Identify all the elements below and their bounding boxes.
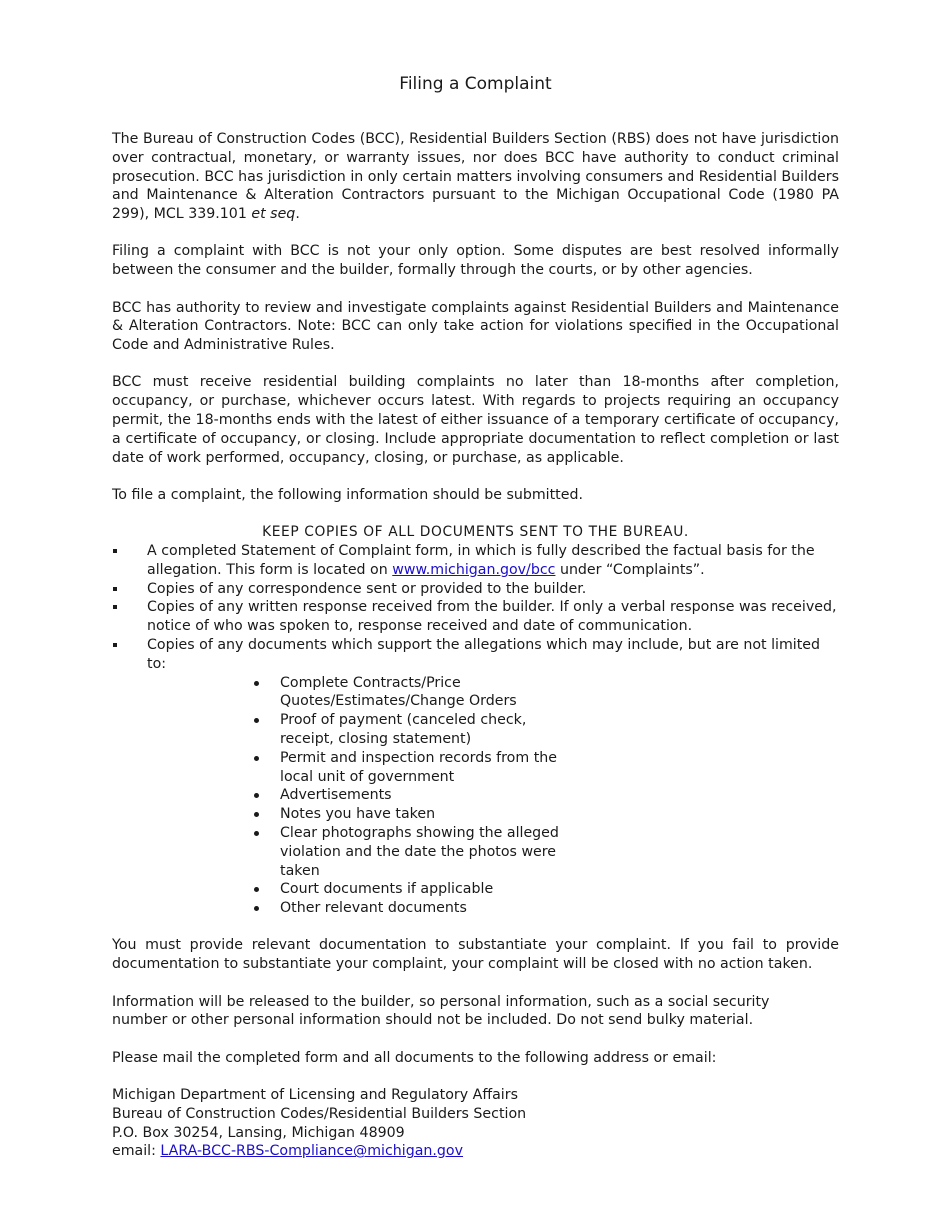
list-item: Notes you have taken (112, 805, 570, 824)
document-page (112, 72, 839, 1161)
list-item: Proof of payment (canceled check, receipt, closing statement) (112, 711, 570, 749)
jurisdiction-end: . (295, 206, 300, 223)
list-item: Other relevant documents (112, 899, 570, 918)
compliance-email-link[interactable]: LARA-BCC-RBS-Compliance@michigan.gov (160, 1143, 464, 1160)
jurisdiction-paragraph (112, 130, 839, 224)
bcc-website-link[interactable]: www.michigan.gov/bcc (392, 561, 556, 578)
requirements-list (112, 542, 839, 674)
mailing-instructions: Please mail the completed form and all documents to the following address or email: (112, 1049, 717, 1066)
deadline-paragraph: BCC must receive residential building complaints no later than 18-months after completion, occupancy, or purchase, whichever occurs latest. With regards to projects requiring an occupancy permit, the 18-months ends with the latest of either issuance of a temporary certificate of occupancy, a certificate of occupancy, or closing. Include appropriate documentation to reflect completion or last date of work performed, occupancy, closing, or purchase, as applicable. (112, 374, 839, 466)
document-types-list (112, 674, 839, 918)
requirement-form-suffix: under “Complaints”. (555, 561, 705, 578)
requirement-form-text: A completed Statement of Complaint form, in which is fully described the factual basis for the allegation. This form is located on (147, 543, 815, 578)
address-line-po-box: P.O. Box 30254, Lansing, Michigan 48909 (112, 1124, 405, 1141)
address-line-department: Michigan Department of Licensing and Regulatory Affairs (112, 1086, 518, 1103)
keep-copies-notice: KEEP COPIES OF ALL DOCUMENTS SENT TO THE BUREAU. (262, 524, 689, 541)
list-item: Clear photographs showing the alleged violation and the date the photos were taken (112, 824, 570, 880)
email-label: email: (112, 1143, 161, 1160)
authority-paragraph: BCC has authority to review and investigate complaints against Residential Builders and Maintenance & Alteration Contractors. Note: BCC can only take action for violations specified in the Occupational Code and Administrative Rules. (112, 299, 839, 354)
list-item: Court documents if applicable (112, 880, 570, 899)
list-item: Complete Contracts/Price Quotes/Estimates/Change Orders (112, 674, 570, 712)
list-item: Permit and inspection records from the local unit of government (112, 749, 570, 787)
list-item: Copies of any correspondence sent or provided to the builder. (112, 580, 839, 599)
list-item: Copies of any written response received from the builder. If only a verbal response was received, notice of who was spoken to, response received and date of communication. (112, 598, 839, 636)
list-item: Advertisements (112, 786, 570, 805)
page-title: Filing a Complaint (399, 74, 552, 94)
documentation-warning: You must provide relevant documentation to substantiate your complaint. If you fail to provide documentation to substantiate your complaint, your complaint will be closed with no action taken. (112, 937, 839, 973)
mailing-address (112, 1086, 839, 1161)
options-paragraph: Filing a complaint with BCC is not your only option. Some disputes are best resolved informally between the consumer and the builder, formally through the courts, or by other agencies. (112, 243, 839, 279)
list-item (112, 542, 839, 580)
privacy-notice: Information will be released to the builder, so personal information, such as a social security number or other personal information should not be included. Do not send bulky material. (112, 993, 770, 1029)
list-item: Copies of any documents which support the allegations which may include, but are not limited to: (112, 636, 839, 674)
submission-intro: To file a complaint, the following information should be submitted. (112, 486, 583, 503)
jurisdiction-text: The Bureau of Construction Codes (BCC), Residential Builders Section (RBS) does not have jurisdiction over contractual, monetary, or warranty issues, nor does BCC have authority to conduct criminal prosecution. BCC has jurisdiction in only certain matters involving consumers and Residential Builders and Maintenance & Alteration Contractors pursuant to the Michigan Occupational Code (1980 PA 299), MCL 339.101 (112, 131, 839, 223)
address-email-line (112, 1142, 839, 1161)
address-line-bureau: Bureau of Construction Codes/Residential Builders Section (112, 1105, 527, 1122)
et-seq-text: et seq (251, 206, 296, 223)
